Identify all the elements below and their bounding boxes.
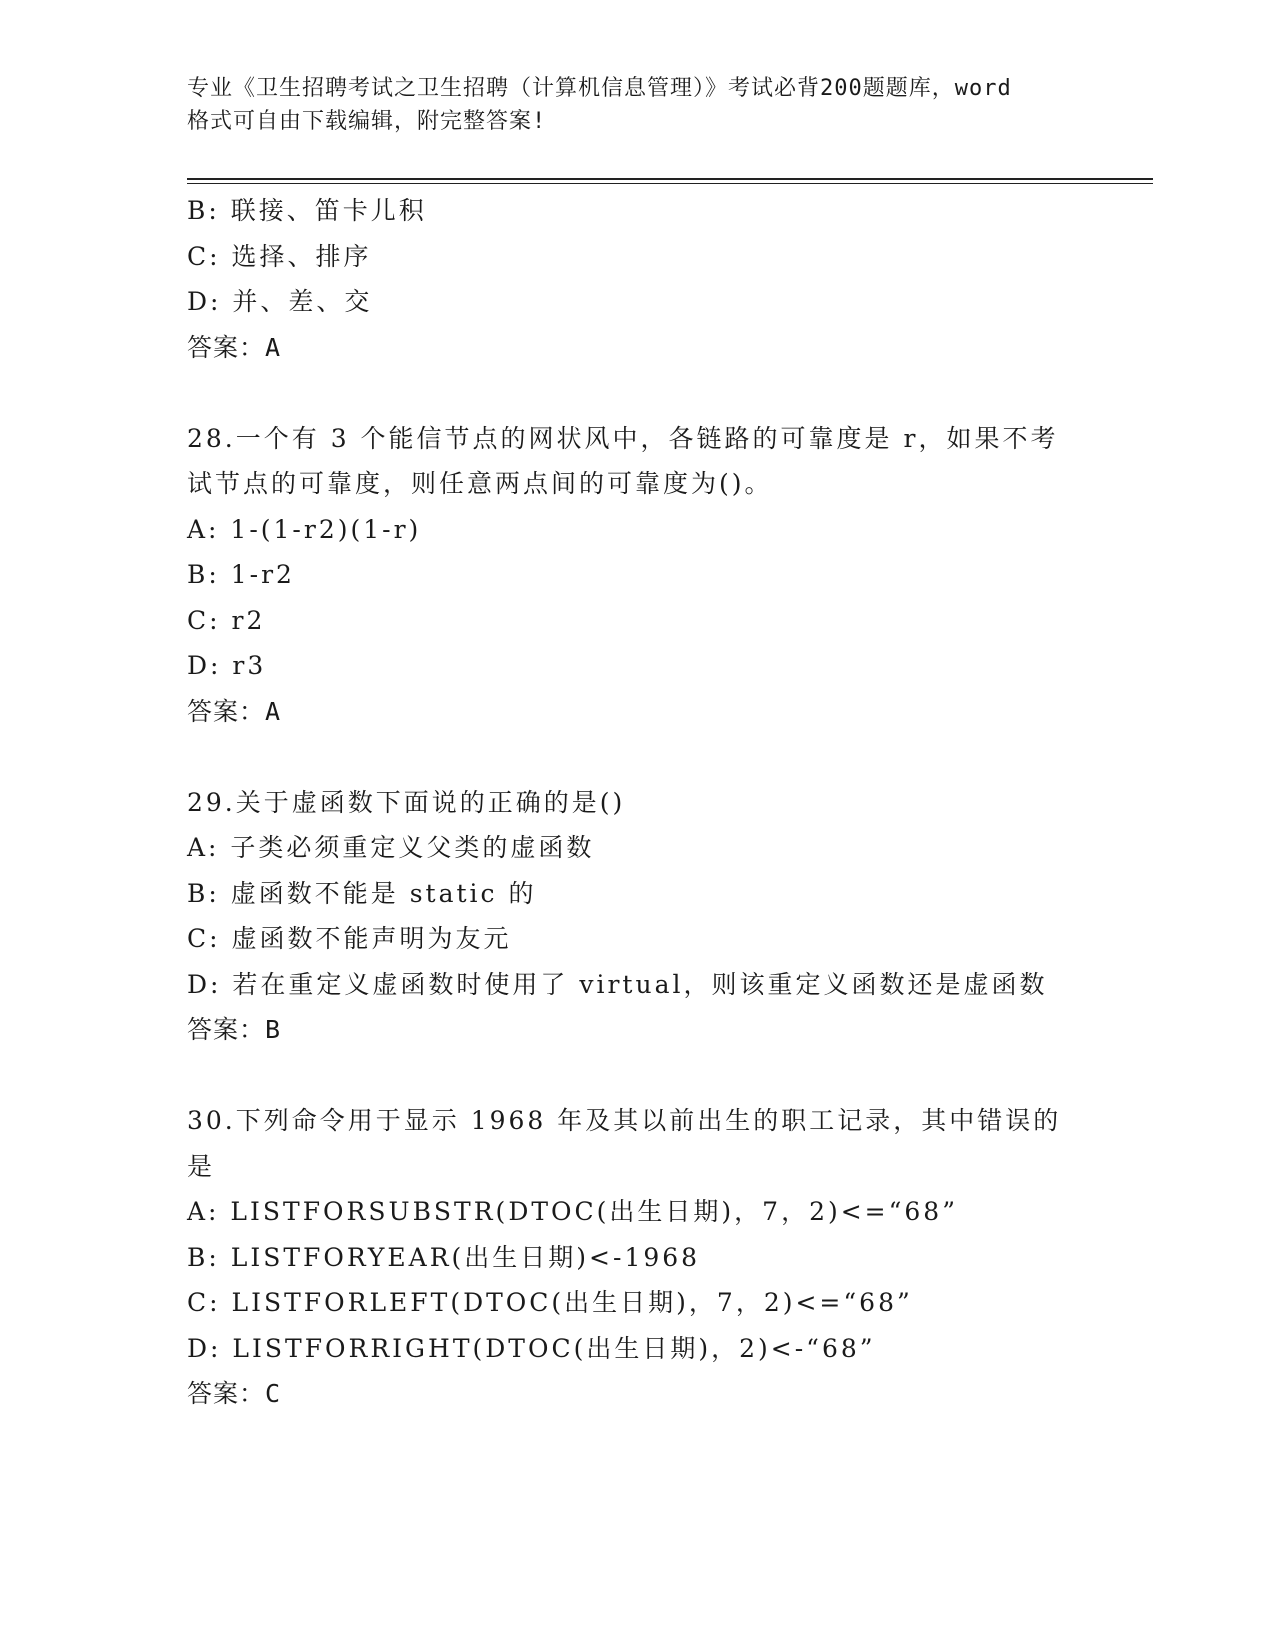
header-line-1: 专业《卫生招聘考试之卫生招聘（计算机信息管理）》考试必背200题题库，word xyxy=(187,76,1012,101)
header-rule-thick xyxy=(187,178,1153,180)
option-line: C: r2 xyxy=(187,605,266,635)
spacer xyxy=(187,370,1087,416)
header-rule-thin xyxy=(187,183,1153,184)
answer-line: 答案：A xyxy=(187,696,282,726)
option-line: C: LISTFORLEFT(DTOC(出生日期)，7，2)<=“68” xyxy=(187,1288,913,1317)
question-28 xyxy=(187,416,1087,735)
option-line: C: 虚函数不能声明为友元 xyxy=(187,924,512,953)
carryover-block xyxy=(187,188,1087,370)
option-line: A: 1-(1-r2)(1-r) xyxy=(187,514,422,544)
option-line: B: 1-r2 xyxy=(187,560,295,589)
option-line: D: r3 xyxy=(187,651,267,680)
question-stem-line: 28.一个有 3 个能信节点的网状风中，各链路的可靠度是 r，如果不考 xyxy=(187,423,1059,453)
answer-line: 答案：A xyxy=(187,332,282,362)
answer-line: 答案：B xyxy=(187,1015,282,1044)
spacer xyxy=(187,734,1087,780)
option-line: B: 虚函数不能是 static 的 xyxy=(187,878,537,908)
option-line: D: 若在重定义虚函数时使用了 virtual，则该重定义函数还是虚函数 xyxy=(187,969,1048,999)
option-line: A: 子类必须重定义父类的虚函数 xyxy=(187,833,595,862)
question-stem-line: 30.下列命令用于显示 1968 年及其以前出生的职工记录，其中错误的 xyxy=(187,1106,1062,1135)
question-content xyxy=(187,188,1087,1417)
spacer xyxy=(187,1053,1087,1099)
option-line: B: 联接、笛卡儿积 xyxy=(187,196,427,225)
question-stem-line: 试节点的可靠度，则任意两点间的可靠度为()。 xyxy=(187,469,773,498)
question-stem-line: 是 xyxy=(187,1151,216,1181)
question-29 xyxy=(187,780,1087,1053)
answer-line: 答案：C xyxy=(187,1379,282,1408)
option-line: C: 选择、排序 xyxy=(187,241,372,271)
header-line-2: 格式可自由下载编辑，附完整答案! xyxy=(187,109,547,134)
option-line: B: LISTFORYEAR(出生日期)<-1968 xyxy=(187,1242,701,1272)
document-header xyxy=(187,72,1087,138)
option-line: D: 并、差、交 xyxy=(187,287,373,316)
question-stem-line: 29.关于虚函数下面说的正确的是() xyxy=(187,787,626,817)
option-line: A: LISTFORSUBSTR(DTOC(出生日期)，7，2)<=“68” xyxy=(187,1197,958,1226)
option-line: D: LISTFORRIGHT(DTOC(出生日期)，2)<-“68” xyxy=(187,1333,876,1363)
question-30 xyxy=(187,1098,1087,1417)
